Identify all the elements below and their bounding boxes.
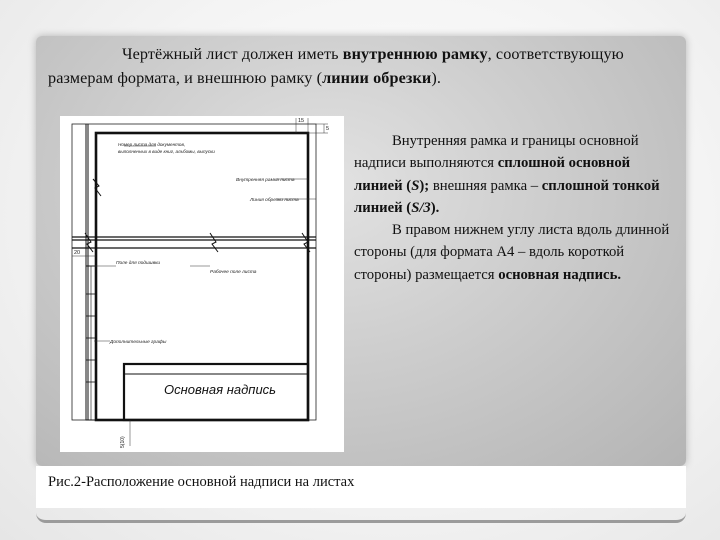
label-main-title-block: Основная надпись: [164, 382, 277, 397]
dim-label-5: 5: [326, 126, 330, 132]
dim-label-15: 15: [298, 118, 305, 124]
drawing-sheet-figure: [60, 116, 344, 452]
label-extra: Дополнительные графы: [110, 340, 167, 345]
sheet-layout-drawing: [60, 116, 344, 452]
para1-s-symbol: S: [411, 177, 420, 194]
label-work: Рабочее поле листа: [210, 270, 257, 275]
explanation-paragraph-1: [354, 130, 674, 219]
figure-caption: Рис.2-Расположение основной надписи на листах: [48, 474, 355, 490]
dim-label-bottom: 5(10): [120, 436, 126, 448]
label-top-2: выполненных в виде книг, альбомы, выпуски: [118, 149, 215, 154]
para1-outer-frame-text: внешняя рамка –: [429, 177, 542, 194]
para1-thin-line-2: ).: [430, 199, 440, 216]
dim-label-20: 20: [74, 250, 81, 256]
intro-text-3: ).: [431, 69, 441, 87]
zigzag-middle: [210, 233, 218, 252]
intro-text-2: , соответствующую размерам формата, и внешнюю рамку (: [48, 45, 624, 87]
intro-text-1: Чертёжный лист должен иметь: [122, 45, 343, 63]
inner-frame: [96, 133, 308, 420]
label-inner-frame: Внутренняя рамка листа: [236, 178, 295, 183]
intro-bold-inner-frame: внутреннюю рамку: [342, 45, 488, 63]
intro-paragraph: [48, 42, 668, 90]
para1-text: Внутренняя рамка и границы основной надписи выполняются: [354, 133, 639, 172]
para1-thin-line-1: сплошной тонкой линией (: [354, 177, 660, 216]
bottom-border: [36, 508, 686, 523]
intro-bold-cut-lines: линии обрезки: [322, 69, 432, 87]
para1-main-line-2: );: [419, 177, 430, 194]
explanation-text: [354, 130, 674, 286]
para2-text: В правом нижнем углу листа вдоль длинной стороны (для формата А4 – вдоль короткой стороны) размещается: [354, 222, 670, 283]
label-binding: Поле для подшивки: [116, 261, 161, 266]
para1-s3-symbol: S/3: [411, 199, 431, 216]
label-cut-line: Линия обрезки листа: [250, 198, 299, 203]
para2-title-block: основная надпись.: [498, 266, 622, 283]
para1-main-line-1: сплошной основной линией (: [354, 155, 631, 194]
label-top-1: Номер листа для документов,: [118, 142, 186, 147]
explanation-paragraph-2: [354, 219, 674, 286]
outer-frame: [72, 124, 316, 420]
